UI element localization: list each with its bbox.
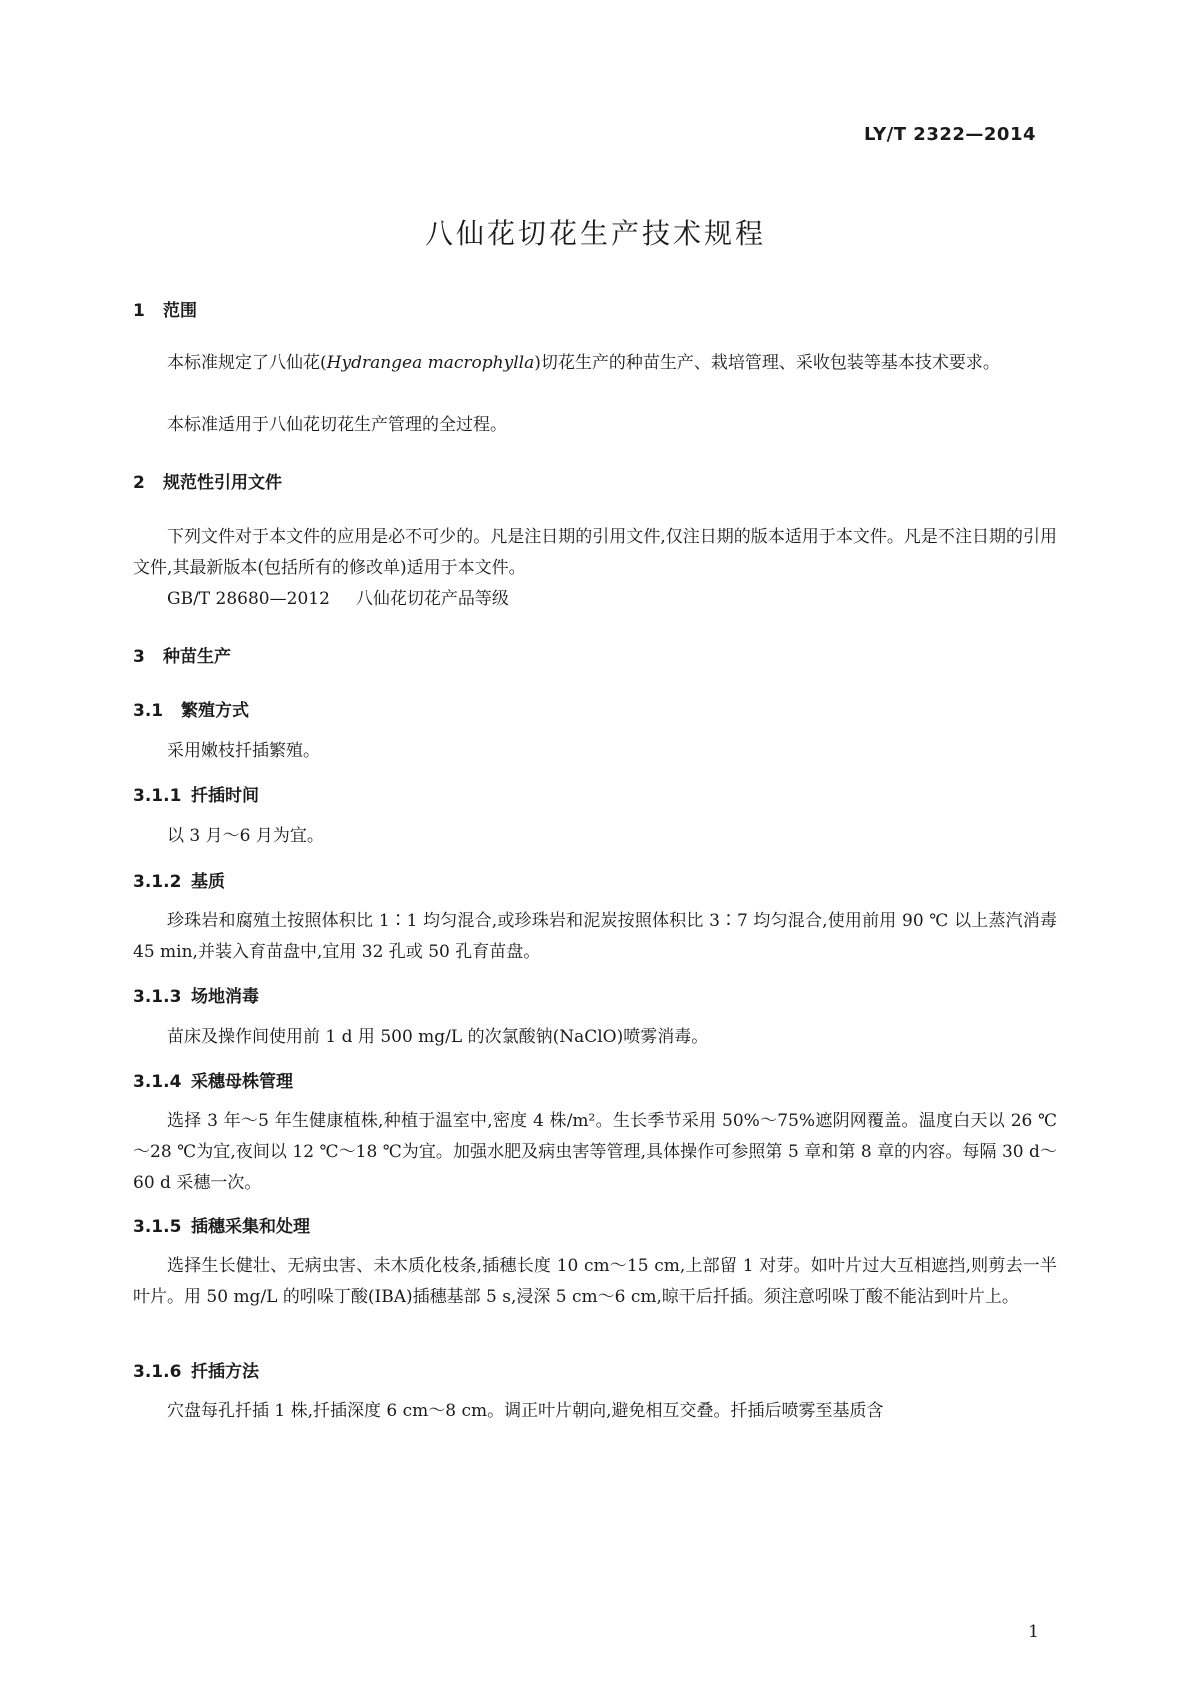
section-3-1-6-text: 穴盘每孔扦插 1 株,扦插深度 6 cm～8 cm。调正叶片朝向,避免相互交叠。扦插后喷雾至基质含 xyxy=(167,1401,884,1421)
section-3-1-4-text: 选择 3 年～5 年生健康植株,种植于温室中,密度 4 株/m²。生长季节采用 50%～75%遮阴网覆盖。温度白天以 26 ℃～28 ℃为宜,夜间以 12 ℃～18 ℃为宜。加强水肥及病虫害等管理,具体操作可参照第 5 章和第 8 章的内容。每隔 30 d～60 d 采穗一次。 xyxy=(133,1111,1057,1193)
text-segment: 本标准规定了八仙花( xyxy=(167,353,327,373)
section-number: 3 xyxy=(133,647,145,667)
section-number: 2 xyxy=(133,473,145,493)
section-title: 基质 xyxy=(191,872,225,892)
section-number: 3.1.1 xyxy=(133,786,182,806)
section-1-paragraph-1 xyxy=(133,348,1057,379)
section-title: 规范性引用文件 xyxy=(163,473,282,493)
section-3-1-5-heading xyxy=(133,1212,310,1237)
section-number: 3.1.5 xyxy=(133,1217,182,1237)
section-3-1-5-text: 选择生长健壮、无病虫害、未木质化枝条,插穗长度 10 cm～15 cm,上部留 1 对芽。如叶片过大互相遮挡,则剪去一半叶片。用 50 mg/L 的吲哚丁酸(IBA)插穗基部 5 s,浸深 5 cm～6 cm,晾干后扦插。须注意吲哚丁酸不能沾到叶片上。 xyxy=(133,1256,1057,1307)
section-3-1-2-text: 珍珠岩和腐殖土按照体积比 1∶1 均匀混合,或珍珠岩和泥炭按照体积比 3∶7 均匀混合,使用前用 90 ℃ 以上蒸汽消毒 45 min,并装入育苗盘中,宜用 32 孔或 50 孔育苗盘。 xyxy=(133,911,1057,962)
section-number: 3.1.6 xyxy=(133,1362,182,1382)
section-3-heading xyxy=(133,642,231,667)
text-segment: )切花生产的种苗生产、栽培管理、采收包装等基本技术要求。 xyxy=(534,353,1000,373)
document-title: 八仙花切花生产技术规程 xyxy=(424,217,766,250)
section-number: 3.1 xyxy=(133,701,164,721)
standard-code: LY/T 2322—2014 xyxy=(863,124,1036,145)
section-number: 3.1.4 xyxy=(133,1072,182,1092)
reference-code: GB/T 28680—2012 xyxy=(167,589,330,609)
normative-reference xyxy=(133,584,1057,615)
section-3-1-heading xyxy=(133,696,249,721)
section-1-heading xyxy=(133,296,197,321)
section-2-paragraph-1: 下列文件对于本文件的应用是必不可少的。凡是注日期的引用文件,仅注日期的版本适用于本文件。凡是不注日期的引用文件,其最新版本(包括所有的修改单)适用于本文件。 xyxy=(133,527,1057,578)
section-3-1-2-heading xyxy=(133,867,225,892)
section-title: 扦插方法 xyxy=(191,1362,259,1382)
section-number: 1 xyxy=(133,301,145,321)
section-title: 采穗母株管理 xyxy=(191,1072,293,1092)
section-3-1-4-heading xyxy=(133,1067,293,1092)
latin-name: Hydrangea macrophylla xyxy=(326,353,535,373)
section-1-paragraph-2: 本标准适用于八仙花切花生产管理的全过程。 xyxy=(167,415,507,435)
section-3-1-text: 采用嫩枝扦插繁殖。 xyxy=(167,741,320,761)
section-title: 场地消毒 xyxy=(191,987,259,1007)
section-number: 3.1.2 xyxy=(133,872,182,892)
section-3-1-1-heading xyxy=(133,781,259,806)
section-3-1-1-text: 以 3 月～6 月为宜。 xyxy=(167,826,324,846)
section-2-heading xyxy=(133,468,282,493)
reference-title: 八仙花切花产品等级 xyxy=(355,589,509,609)
section-number: 3.1.3 xyxy=(133,987,182,1007)
section-title: 范围 xyxy=(163,301,197,321)
section-title: 扦插时间 xyxy=(191,786,259,806)
section-3-1-3-text: 苗床及操作间使用前 1 d 用 500 mg/L 的次氯酸钠(NaClO)喷雾消毒。 xyxy=(167,1027,709,1047)
section-title: 插穗采集和处理 xyxy=(191,1217,310,1237)
section-title: 繁殖方式 xyxy=(181,701,249,721)
section-3-1-3-heading xyxy=(133,982,259,1007)
page-number: 1 xyxy=(1028,1622,1039,1642)
section-3-1-6-heading xyxy=(133,1357,259,1382)
section-title: 种苗生产 xyxy=(163,647,231,667)
